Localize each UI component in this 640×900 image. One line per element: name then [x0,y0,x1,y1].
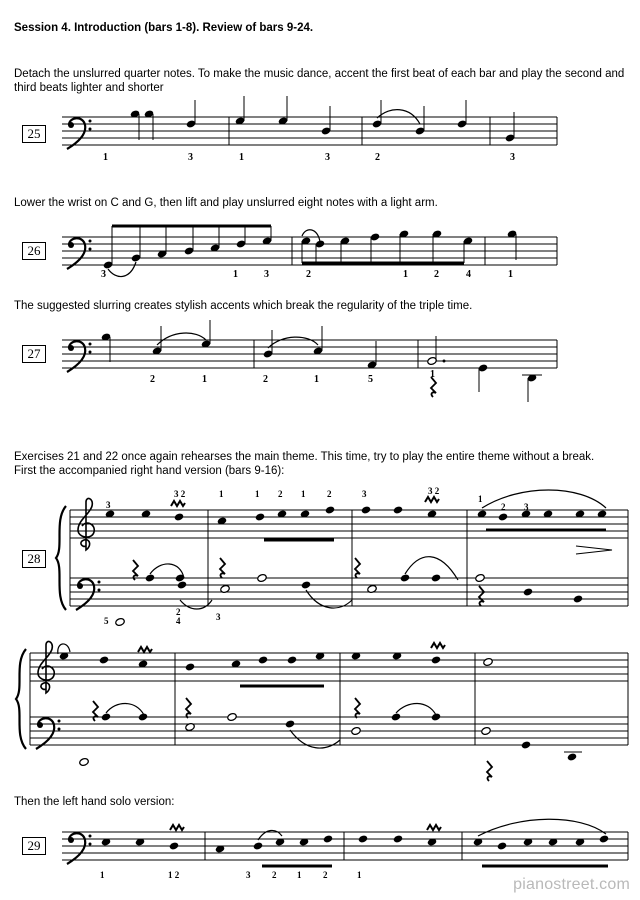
svg-text:1: 1 [403,269,408,280]
fingering-28 [104,486,529,626]
svg-text:2: 2 [306,269,311,280]
svg-text:3 2: 3 2 [428,486,440,496]
exercise-number-27: 27 [22,345,46,363]
svg-text:1: 1 [100,870,105,880]
fingering-25 [103,152,515,163]
svg-text:2: 2 [272,870,277,880]
svg-text:3: 3 [510,152,515,163]
svg-text:2: 2 [150,374,155,385]
svg-text:1: 1 [233,269,238,280]
svg-text:5: 5 [368,374,373,385]
svg-text:1: 1 [202,374,207,385]
svg-text:1: 1 [103,152,108,163]
staff-29 [62,832,628,860]
svg-text:2: 2 [501,502,506,512]
paragraph-slurring: The suggested slurring creates stylish accents which break the regularity of the triple time. [14,300,473,312]
svg-text:3: 3 [246,870,251,880]
fingering-26 [101,269,513,280]
svg-text:2: 2 [263,374,268,385]
svg-text:5: 5 [104,616,109,626]
svg-text:1: 1 [357,870,362,880]
svg-text:1: 1 [219,489,224,499]
svg-text:1: 1 [239,152,244,163]
svg-text:2: 2 [278,489,283,499]
exercise-number-28: 28 [22,550,46,568]
system-28 [70,510,628,606]
paragraph-exercises-21-22: Exercises 21 and 22 once again rehearses the main theme. This time, try to play the entire theme without a break. [14,451,595,463]
svg-text:1 2: 1 2 [168,870,180,880]
svg-text:3: 3 [101,269,106,280]
svg-text:3: 3 [106,500,111,510]
svg-text:3 2: 3 2 [174,489,186,499]
svg-text:3: 3 [264,269,269,280]
svg-text:1: 1 [430,369,435,380]
svg-text:2: 2 [323,870,328,880]
svg-text:1: 1 [508,269,513,280]
svg-text:3: 3 [188,152,193,163]
page-title: Session 4. Introduction (bars 1-8). Review of bars 9-24. [14,22,314,34]
staff-27 [62,340,557,368]
svg-text:4: 4 [466,269,471,280]
fingering-27 [150,369,435,385]
paragraph-accompanied: First the accompanied right hand version (bars 9-16): [14,465,285,477]
svg-text:1: 1 [297,870,302,880]
notes-29 [101,819,609,866]
svg-text:3: 3 [362,489,367,499]
svg-text:4: 4 [176,616,181,626]
svg-text:1: 1 [255,489,260,499]
svg-text:3: 3 [524,502,529,512]
svg-text:3: 3 [216,612,221,622]
svg-text:2: 2 [375,152,380,163]
svg-text:2: 2 [327,489,332,499]
staff-25 [62,117,557,145]
watermark: pianostreet.com [513,876,630,893]
notes-25 [130,96,515,143]
svg-text:1: 1 [314,374,319,385]
paragraph-left-hand: Then the left hand solo version: [14,796,175,808]
svg-text:1: 1 [478,494,483,504]
paragraph-detach: Detach the unslurred quarter notes. To make the music dance, accent the first beat of each bar and play the second and third beats lighter and shorter [14,68,625,94]
svg-text:3: 3 [325,152,330,163]
exercise-number-25: 25 [22,125,46,143]
exercise-number-29: 29 [22,837,46,855]
fingering-29 [100,870,362,880]
system-28b [30,653,628,745]
svg-text:2: 2 [176,607,181,617]
notes-28b [58,643,582,781]
exercise-number-26: 26 [22,242,46,260]
paragraph-lower-wrist: Lower the wrist on C and G, then lift and play unslurred eight notes with a light arm. [14,197,438,209]
svg-text:1: 1 [301,489,306,499]
svg-text:2: 2 [434,269,439,280]
